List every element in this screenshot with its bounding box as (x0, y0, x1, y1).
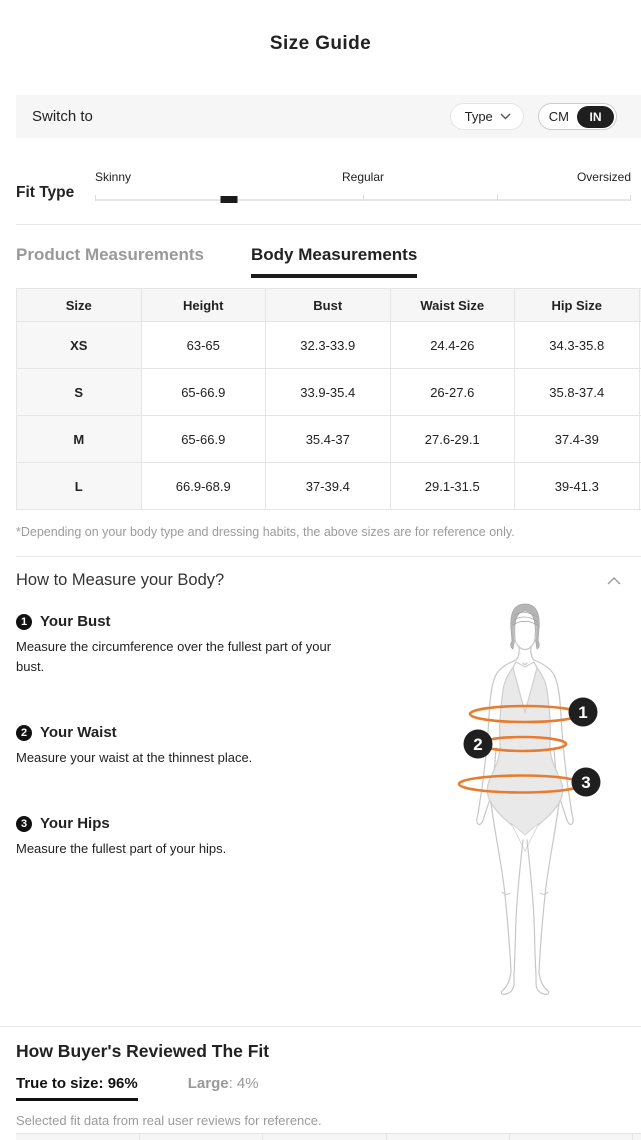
slider-tick (95, 195, 96, 201)
fit-type-slider-handle[interactable] (221, 196, 238, 203)
cell-size: S (17, 369, 142, 416)
stat-large[interactable] (188, 1075, 259, 1092)
size-table-footnote: *Depending on your body type and dressing habits, the above sizes are for reference only. (16, 525, 515, 539)
cell-value: 63-65 (141, 322, 266, 369)
tab-product-measurements[interactable]: Product Measurements (16, 245, 204, 264)
measure-item-desc: Measure the circumference over the fullest part of your bust. (16, 639, 332, 675)
unit-option-cm[interactable]: CM (548, 109, 569, 124)
measure-item-hips (16, 815, 436, 859)
review-section-title: How Buyer's Reviewed The Fit (16, 1041, 270, 1061)
number-badge-1: 1 (16, 614, 32, 630)
measure-item-waist (16, 724, 436, 768)
col-header-size: Size (17, 289, 142, 322)
cell-value: 32.3-33.9 (266, 322, 391, 369)
type-dropdown-button[interactable] (450, 103, 524, 130)
stat-label: Large (187, 1075, 229, 1092)
cell-value: 37-39.4 (266, 463, 391, 510)
measure-item-bust (16, 613, 436, 677)
slider-tick (497, 195, 498, 201)
svg-text:2: 2 (473, 735, 483, 754)
cell-value: 35.4-37 (266, 416, 391, 463)
cell-value: 26-27.6 (390, 369, 515, 416)
cell-value: 66.9-68.9 (141, 463, 266, 510)
chevron-up-icon (607, 577, 621, 585)
measure-section-header[interactable] (0, 571, 641, 590)
slider-tick (630, 195, 631, 201)
cell-value: 65-66.9 (141, 416, 266, 463)
fit-option-oversized: Oversized (576, 170, 631, 184)
measure-item-title: Your Waist (40, 724, 117, 742)
svg-text:1: 1 (578, 703, 588, 722)
review-note: Selected fit data from real user reviews for reference. (16, 1113, 322, 1128)
table-row (17, 463, 641, 510)
cell-value: 29.1-31.5 (390, 463, 515, 510)
cell-value: 39-41.3 (515, 463, 640, 510)
svg-text:3: 3 (581, 773, 591, 792)
table-header-row (17, 289, 641, 322)
measure-item-title: Your Hips (40, 815, 110, 833)
slider-tick (363, 195, 364, 201)
number-badge-3: 3 (16, 816, 32, 832)
col-header-bust: Bust (266, 289, 391, 322)
divider (16, 224, 641, 225)
measure-item-desc: Measure your waist at the thinnest place. (16, 750, 253, 766)
cell-value: 37.4-39 (515, 416, 640, 463)
measure-item-desc: Measure the fullest part of your hips. (16, 841, 227, 857)
cell-value: 65-66.9 (141, 369, 266, 416)
chevron-down-icon (500, 113, 511, 120)
stat-true-to-size[interactable] (16, 1075, 138, 1101)
size-table (16, 288, 641, 510)
fit-type-row (16, 170, 641, 203)
col-header-hip: Hip Size (515, 289, 640, 322)
cell-size: L (17, 463, 142, 510)
cell-value: 27.6-29.1 (390, 416, 515, 463)
figure-hair (511, 604, 540, 649)
buyer-review-section (0, 1026, 641, 1128)
cell-value: 35.8-37.4 (515, 369, 640, 416)
fit-option-regular: Regular (341, 170, 385, 184)
stat-value: 96% (107, 1075, 138, 1092)
cell-size: XS (17, 322, 142, 369)
unit-option-in[interactable]: IN (577, 106, 614, 128)
fit-type-slider[interactable] (95, 170, 631, 203)
collapse-button[interactable] (603, 573, 625, 589)
fit-stats (16, 1075, 625, 1101)
measure-instructions (16, 597, 436, 860)
body-measurement-figure (449, 599, 601, 1008)
unit-toggle[interactable] (538, 103, 617, 130)
cell-value: 34.3-35.8 (515, 322, 640, 369)
switch-to-bar (16, 95, 641, 138)
col-header-waist: Waist Size (390, 289, 515, 322)
measure-section-body (0, 597, 641, 1026)
size-table-wrap (16, 288, 641, 510)
body-figure-illustration (449, 599, 601, 1003)
measurement-tabs (0, 245, 641, 278)
type-dropdown-label: Type (464, 109, 493, 124)
col-header-height: Height (141, 289, 266, 322)
measure-section-title: How to Measure your Body? (16, 571, 225, 589)
fit-type-label: Fit Type (16, 184, 75, 201)
tab-body-measurements[interactable]: Body Measurements (251, 245, 417, 278)
table-row (17, 369, 641, 416)
divider (16, 556, 641, 557)
stat-label: True to size: (16, 1075, 104, 1092)
stat-value: : 4% (228, 1075, 259, 1092)
fit-option-skinny: Skinny (95, 170, 132, 184)
cell-size: M (17, 416, 142, 463)
page-title: Size Guide (269, 33, 372, 54)
measure-item-title: Your Bust (40, 613, 111, 630)
cell-value: 24.4-26 (390, 322, 515, 369)
table-row (17, 322, 641, 369)
number-badge-2: 2 (16, 725, 32, 741)
next-table-sliver (16, 1133, 641, 1140)
table-row (17, 416, 641, 463)
cell-value: 33.9-35.4 (266, 369, 391, 416)
switch-to-label: Switch to (32, 108, 93, 125)
